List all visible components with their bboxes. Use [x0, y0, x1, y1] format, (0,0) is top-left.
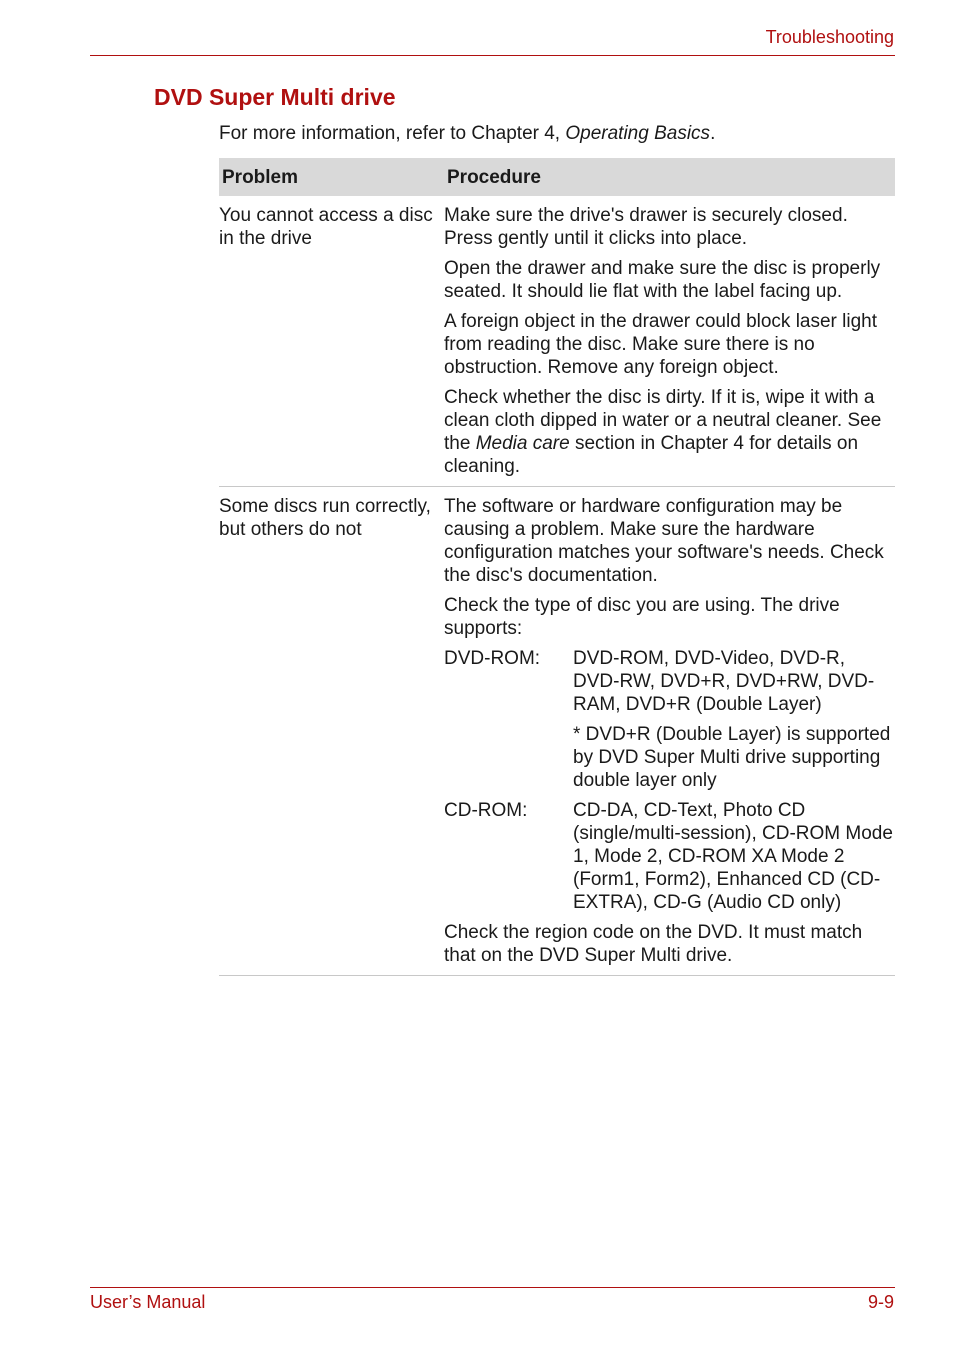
dvd-rom-desc	[573, 647, 895, 792]
problem-cell: Some discs run correctly, but others do not	[219, 496, 431, 540]
section-title: DVD Super Multi drive	[154, 84, 396, 110]
intro-prefix: For more information, refer to Chapter 4,	[219, 123, 566, 144]
dvd-rom-term: DVD-ROM:	[444, 648, 541, 669]
cd-rom-term: CD-ROM:	[444, 800, 528, 821]
header-procedure: Procedure	[447, 167, 541, 188]
procedure-paragraph: Make sure the drive's drawer is securely closed. Press gently until it clicks into place.	[444, 205, 848, 249]
footer-manual-title: User’s Manual	[90, 1292, 206, 1312]
intro-suffix: .	[710, 123, 716, 144]
procedure-paragraph: The software or hardware configuration may be causing a problem. Make sure the hardware configuration matches your software's needs. Check the disc's documentation.	[444, 496, 884, 586]
procedure-paragraph: A foreign object in the drawer could block laser light from reading the disc. Make sure there is no obstruction. Remove any foreign object.	[444, 311, 878, 378]
procedure-cell	[444, 495, 895, 967]
procedure-paragraph	[444, 386, 895, 478]
running-header: Troubleshooting	[765, 27, 894, 47]
media-care-ref: Media care	[475, 433, 570, 454]
procedure-paragraph: Check the region code on the DVD. It must match that on the DVD Super Multi drive.	[444, 922, 863, 966]
procedure-paragraph: Open the drawer and make sure the disc is properly seated. It should lie flat with the label facing up.	[444, 258, 881, 302]
header-rule	[90, 55, 895, 56]
problem-cell: You cannot access a disc in the drive	[219, 205, 433, 249]
page-number: 9-9	[867, 1292, 894, 1312]
table-row	[219, 196, 895, 487]
table-row	[219, 487, 895, 976]
table-header	[219, 158, 895, 196]
dvd-rom-note: * DVD+R (Double Layer) is supported by DVD Super Multi drive supporting double layer only	[573, 724, 891, 791]
intro-chapter-ref: Operating Basics	[565, 123, 711, 144]
procedure-cell	[444, 204, 895, 478]
text-run: section in Chapter 4 for details on cleaning.	[444, 433, 859, 477]
procedure-paragraph: Check the type of disc you are using. The drive supports:	[444, 595, 840, 639]
header-problem: Problem	[222, 167, 299, 188]
dvd-rom-support	[444, 647, 895, 792]
cd-rom-desc: CD-DA, CD-Text, Photo CD (single/multi-session), CD-ROM Mode 1, Mode 2, CD-ROM XA Mode 2 (Form1, Form2), Enhanced CD (CD-EXTRA), CD-G (Audio CD only)	[573, 800, 893, 913]
troubleshooting-table	[219, 158, 895, 976]
intro-text	[219, 123, 715, 145]
cd-rom-support	[444, 799, 895, 914]
text-run: Check whether the disc is dirty. If it is, wipe it with a clean cloth dipped in water or a neutral cleaner. See the	[444, 387, 882, 454]
footer-rule	[90, 1287, 895, 1288]
dvd-rom-formats: DVD-ROM, DVD-Video, DVD-R, DVD-RW, DVD+R, DVD+RW, DVD-RAM, DVD+R (Double Layer)	[573, 648, 875, 715]
